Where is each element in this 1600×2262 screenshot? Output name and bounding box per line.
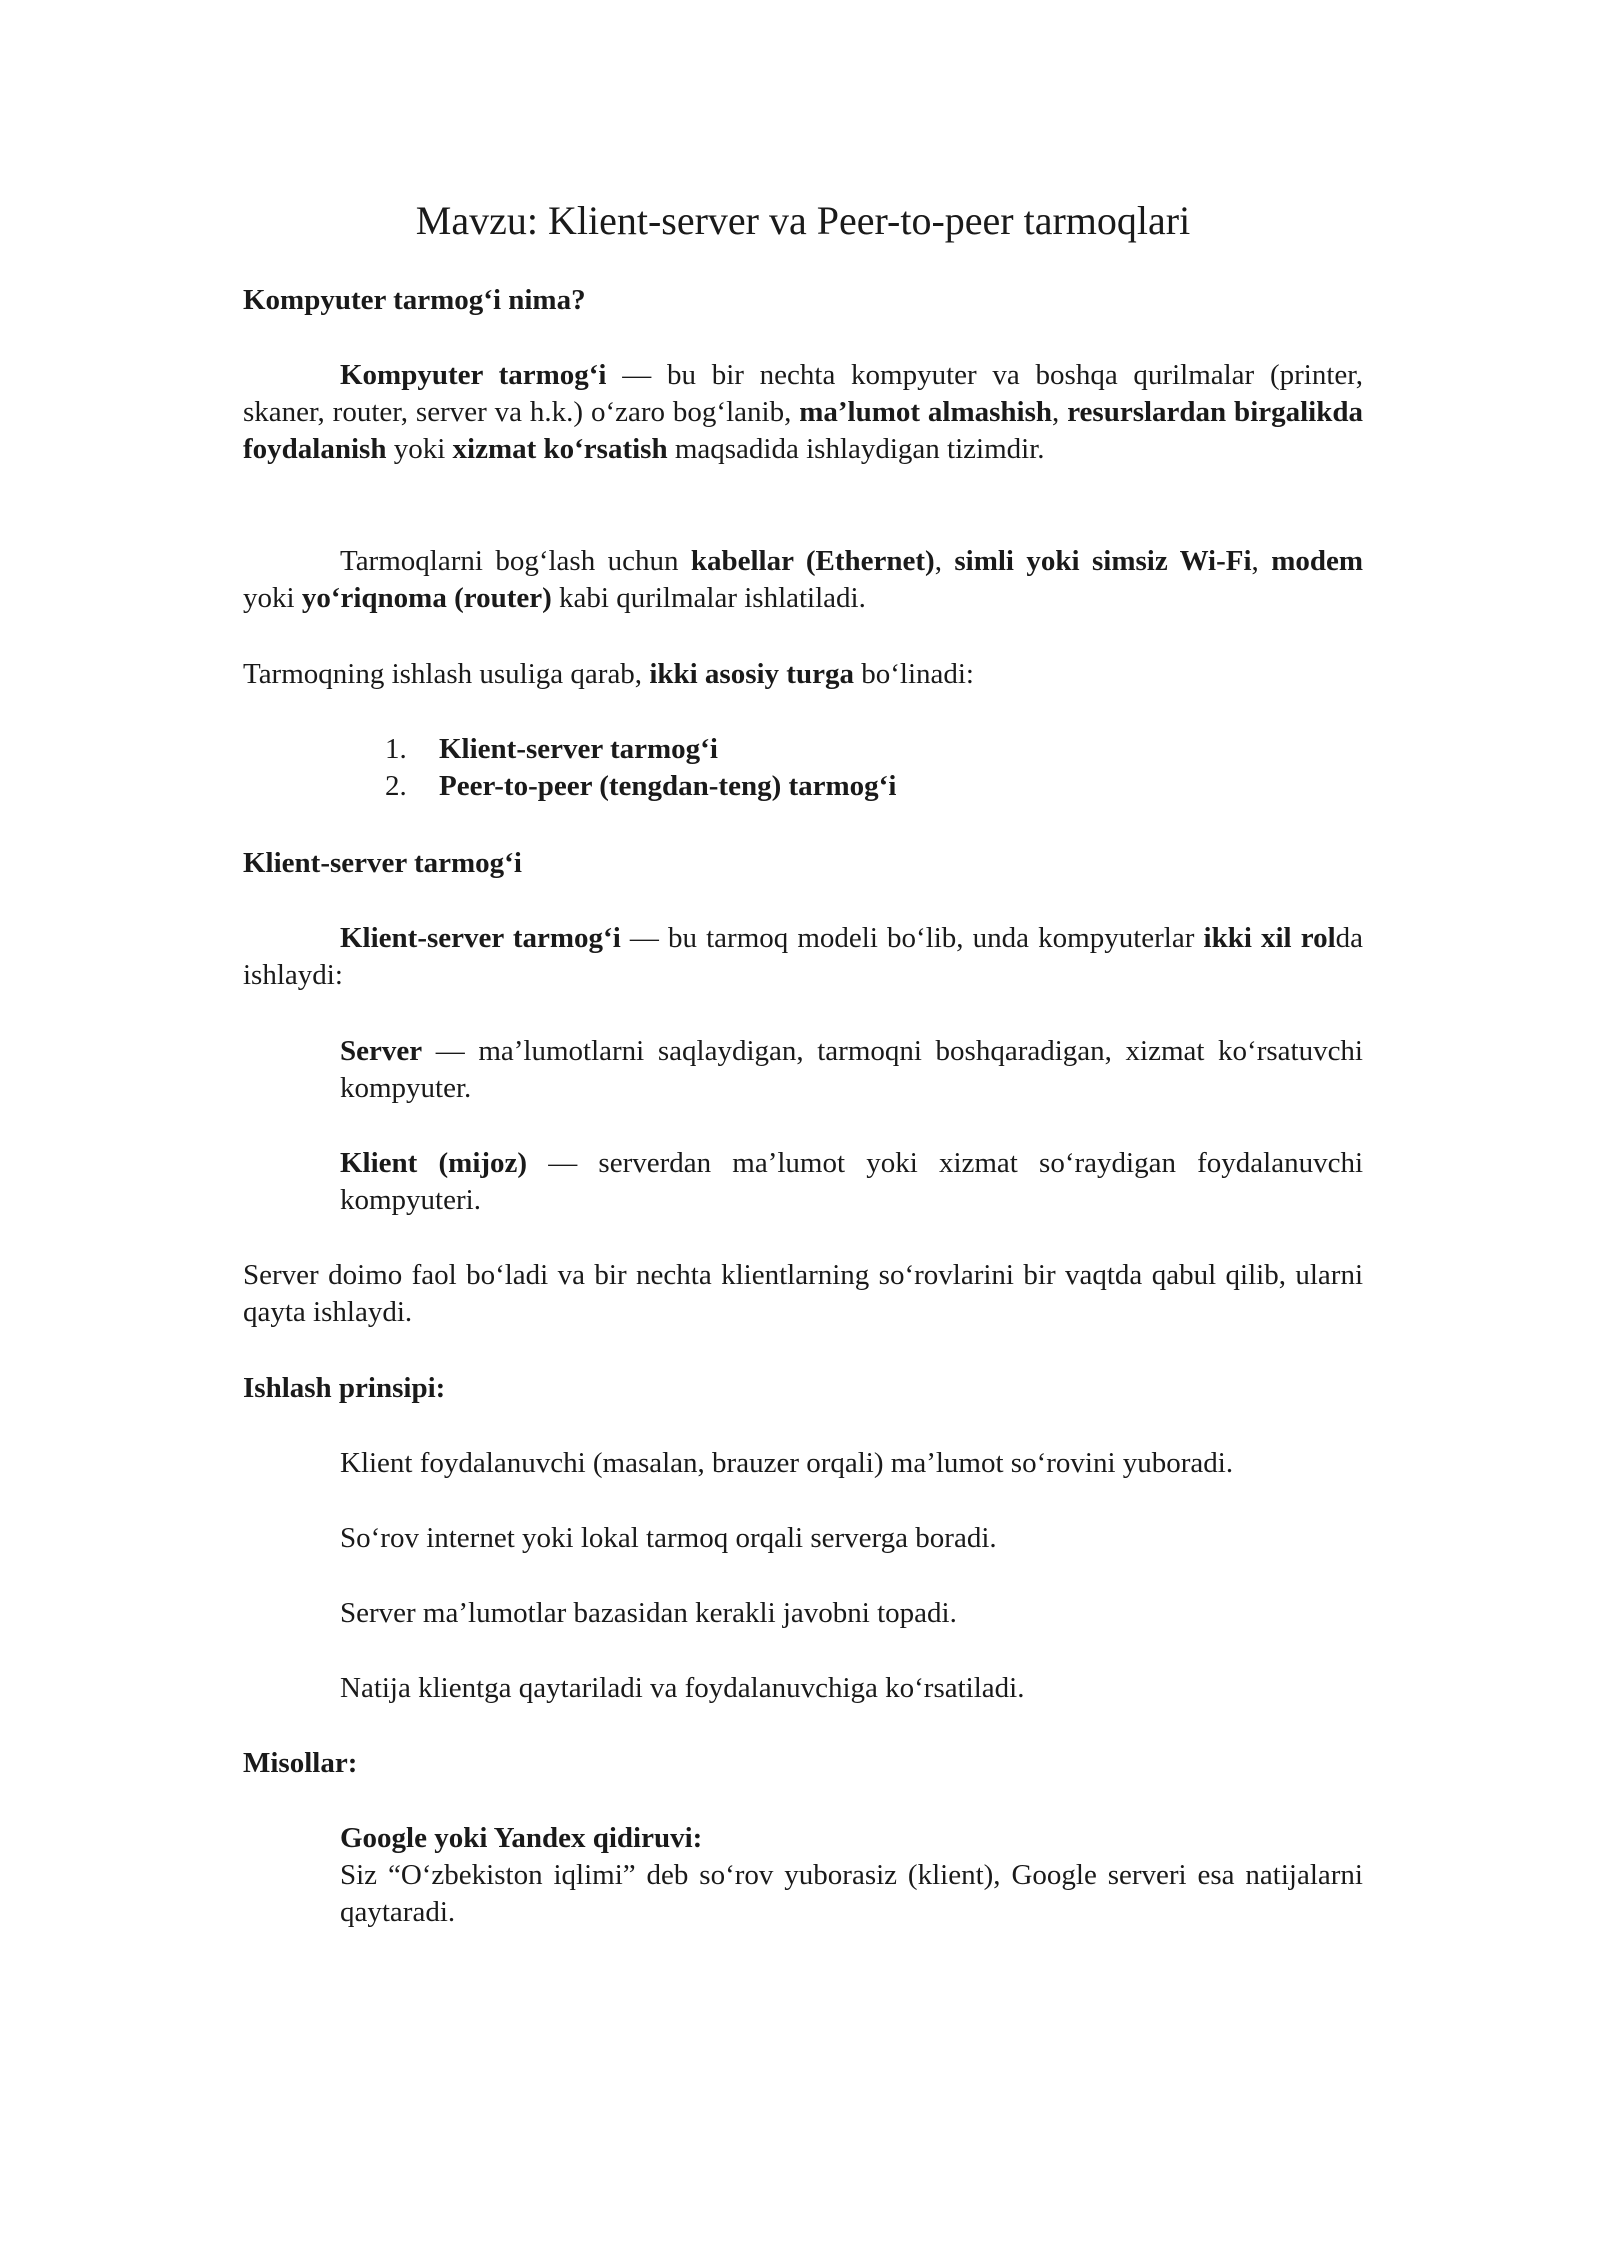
network-types-list	[385, 731, 896, 805]
client-definition: Klient (mijoz) — serverdan ma’lumot yoki xizmat so‘raydigan foydalanuvchi kompyuteri.	[340, 1147, 1363, 1216]
heading-misollar: Misollar:	[243, 1747, 358, 1779]
bold-term: Kompyuter tarmog‘i	[340, 359, 607, 391]
step-item: Server ma’lumotlar bazasidan kerakli javobni topadi.	[340, 1597, 957, 1629]
paragraph-server-active: Server doimo faol bo‘ladi va bir nechta klientlarning so‘rovlarini bir vaqtda qabul qilib, ularni qayta ishlaydi.	[243, 1259, 1363, 1328]
list-item: 1. Klient-server tarmog‘i	[385, 733, 718, 765]
heading-kompyuter-tarmogi: Kompyuter tarmog‘i nima?	[243, 284, 586, 316]
paragraph-connection: Tarmoqlarni bog‘lash uchun kabellar (Ethernet), simli yoki simsiz Wi-Fi, modem yoki yo‘riqnoma (router) kabi qurilmalar ishlatiladi.	[243, 545, 1364, 614]
step-item: So‘rov internet yoki lokal tarmoq orqali serverga boradi.	[340, 1522, 997, 1554]
paragraph-types: Tarmoqning ishlash usuliga qarab, ikki asosiy turga bo‘linadi:	[243, 658, 974, 690]
step-item: Natija klientga qaytariladi va foydalanuvchiga ko‘rsatiladi.	[340, 1672, 1025, 1704]
example-google: Google yoki Yandex qidiruvi: Siz “O‘zbekiston iqlimi” deb so‘rov yuborasiz (klient), Google serveri esa natijalarni qaytaradi.	[340, 1822, 1363, 1928]
page-title: Mavzu: Klient-server va Peer-to-peer tarmoqlari	[415, 198, 1191, 243]
paragraph-definition: Kompyuter tarmog‘i — bu bir nechta kompyuter va boshqa qurilmalar (printer, skaner, router, server va h.k.) o‘zaro bog‘lanib, ma’lumot almashish, resurslardan birgalikda foydalanish yoki xizmat ko‘rsatish maqsadida ishlaydigan tizimdir.	[243, 359, 1363, 465]
heading-klient-server: Klient-server tarmog‘i	[243, 847, 522, 879]
step-item: Klient foydalanuvchi (masalan, brauzer orqali) ma’lumot so‘rovini yuboradi.	[340, 1447, 1234, 1479]
server-definition: Server — ma’lumotlarni saqlaydigan, tarmoqni boshqaradigan, xizmat ko‘rsatuvchi kompyuter.	[340, 1035, 1363, 1104]
list-item: 2. Peer-to-peer (tengdan-teng) tarmog‘i	[385, 770, 897, 802]
heading-ishlash-prinsipi: Ishlash prinsipi:	[243, 1372, 446, 1404]
paragraph-klient-server: Klient-server tarmog‘i — bu tarmoq modeli bo‘lib, unda kompyuterlar ikki xil rolda ishlaydi:	[243, 922, 1364, 991]
example-title: Google yoki Yandex qidiruvi:	[340, 1822, 703, 1854]
